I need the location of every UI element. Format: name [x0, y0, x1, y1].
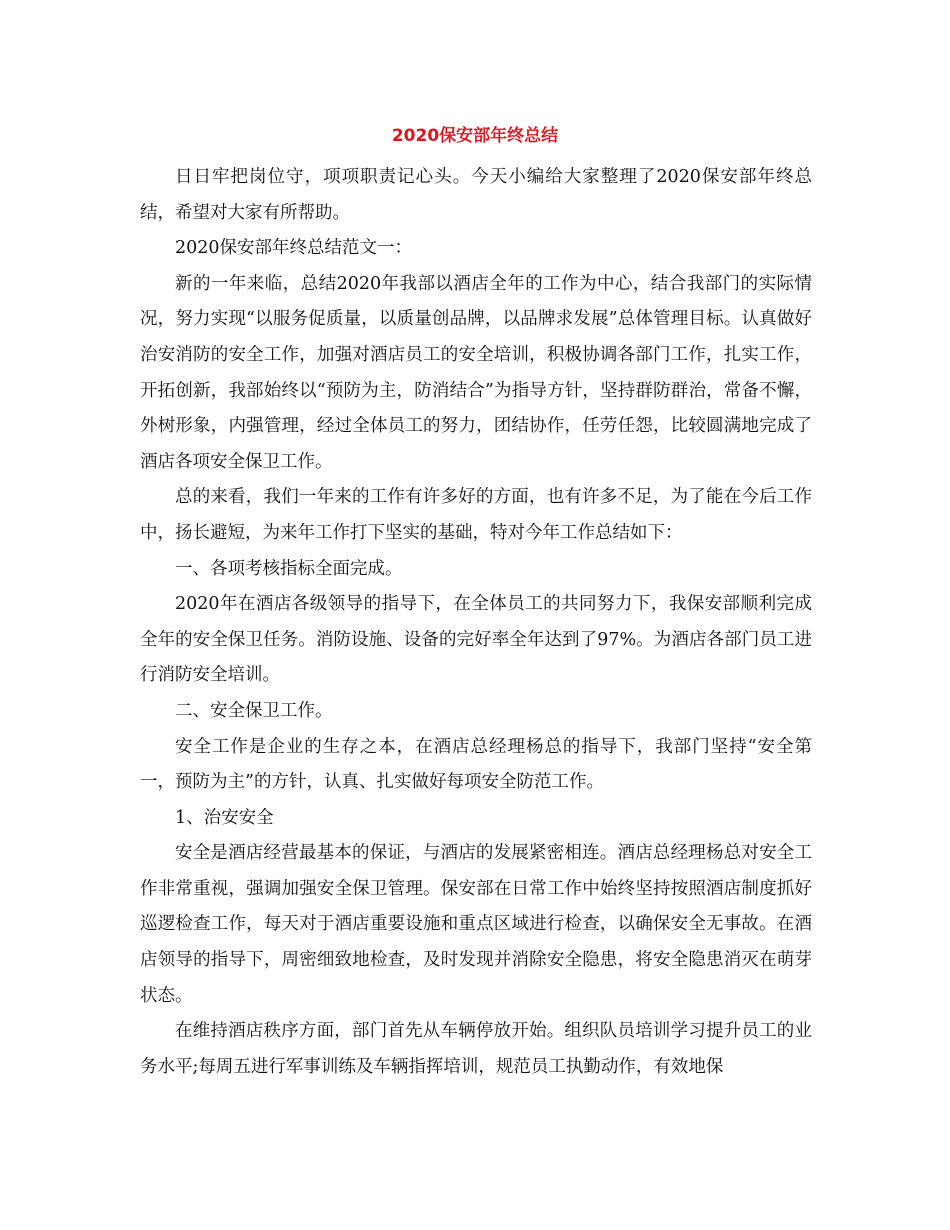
paragraph: 2020保安部年终总结范文一：: [175, 238, 413, 259]
subsection-heading: 1、治安安全: [175, 807, 274, 828]
paragraph: 日日牢把岗位守，项项职责记心头。今天小编给大家整理了2020保安部年终总结，希望对大家有所帮助。: [140, 167, 812, 223]
section-heading: 一、各项考核指标全面完成。: [175, 558, 403, 579]
section-heading: 二、安全保卫工作。: [175, 700, 333, 721]
paragraph: 在维持酒店秩序方面，部门首先从车辆停放开始。组织队员培训学习提升员工的业务水平;每周五进行军事训练及车辆指挥培训，规范员工执勤动作，有效地保: [140, 1021, 812, 1077]
paragraph: 安全是酒店经营最基本的保证，与酒店的发展紧密相连。酒店总经理杨总对安全工作非常重视，强调加强安全保卫管理。保安部在日常工作中始终坚持按照酒店制度抓好巡逻检查工作，每天对于酒店重要设施和重点区域进行检查，以确保安全无事故。在酒店领导的指导下，周密细致地检查，及时发现并消除安全隐患，将安全隐患消灭在萌芽状态。: [140, 843, 812, 1006]
document-body: [140, 160, 812, 1085]
paragraph: 总的来看，我们一年来的工作有许多好的方面，也有许多不足，为了能在今后工作中，扬长避短，为来年工作打下坚实的基础，特对今年工作总结如下：: [140, 487, 812, 543]
paragraph: 新的一年来临，总结2020年我部以酒店全年的工作为中心，结合我部门的实际情况，努力实现“以服务促质量，以质量创品牌，以品牌求发展”总体管理目标。认真做好治安消防的安全工作，加强对酒店员工的安全培训，积极协调各部门工作，扎实工作，开拓创新，我部始终以“预防为主，防消结合”为指导方针，坚持群防群治，常备不懈，外树形象，内强管理，经过全体员工的努力，团结协作，任劳任怨，比较圆满地完成了酒店各项安全保卫工作。: [140, 273, 812, 472]
document-title: 2020保安部年终总结: [391, 126, 559, 146]
paragraph: 2020年在酒店各级领导的指导下，在全体员工的共同努力下，我保安部顺利完成全年的安全保卫任务。消防设施、设备的完好率全年达到了97%。为酒店各部门员工进行消防安全培训。: [140, 594, 812, 686]
paragraph: 安全工作是企业的生存之本，在酒店总经理杨总的指导下，我部门坚持“安全第一，预防为主”的方针，认真、扎实做好每项安全防范工作。: [140, 736, 812, 793]
